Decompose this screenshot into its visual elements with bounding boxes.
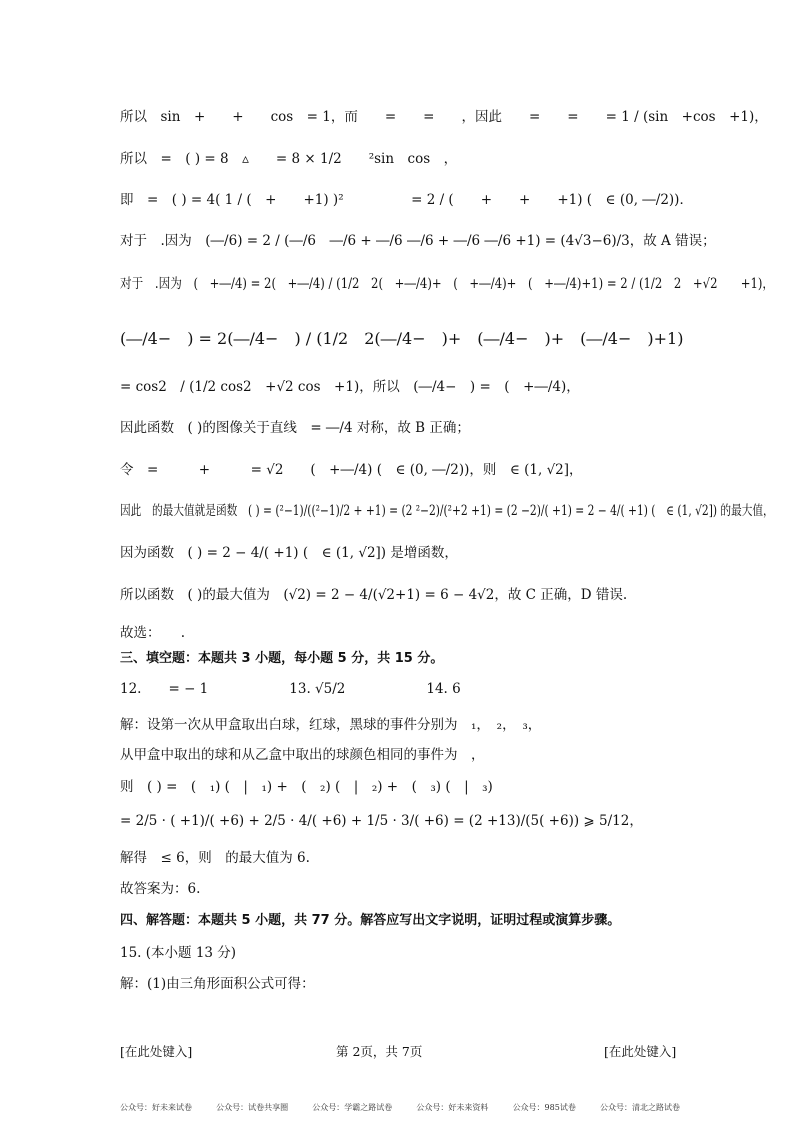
page-number: 第 2页，共 7页 (336, 1044, 423, 1059)
footer-right: [在此处键入] (604, 1044, 677, 1059)
ad-text: 公众号：985试卷 (512, 1103, 576, 1112)
solution-line: 令 = + = √2 ( +―/4) ( ∈ (0, ―/2))，则 ∈ (1, √2]， (120, 462, 583, 478)
solution-line: 对于 .因为 (―/6) = 2 / (―/6 ―/6 + ―/6 ―/6 + ―/6 ―/6 +1) = (4√3−6)/3，故 A 错误； (120, 233, 716, 249)
solution-line: 即 = ( ) = 4( 1 / ( + +1) )² = 2 / ( + + +1) ( ∈ (0, ―/2))． (120, 192, 693, 208)
footer-left: [在此处键入] (120, 1044, 193, 1059)
solution-line: 所以 = ( ) = 8 ▵ = 8 × 1/2 ²sin cos ， (120, 151, 458, 167)
solution-line: = 2/5 · ( +1)/( +6) + 2/5 · 4/( +6) + 1/5 · 3/( +6) = (2 +13)/(5( +6)) ⩾ 5/12， (120, 813, 643, 829)
ad-text: 公众号：清北之路试卷 (599, 1103, 680, 1112)
solution-line: 解：(1)由三角形面积公式可得： (120, 976, 315, 992)
solution-line: 解：设第一次从甲盒取出白球，红球，黑球的事件分别为 ₁， ₂， ₃， (120, 717, 542, 733)
solution-line: = cos2 / (1/2 cos2 +√2 cos +1)，所以 (―/4− ) = ( +―/4)， (120, 379, 580, 395)
solution-line: 所以 sin + + cos = 1，而 = = ，因此 = = = 1 / (sin +cos +1)， (120, 109, 768, 125)
solution-line: 故答案为：6. (120, 881, 201, 897)
solution-line: 对于 .因为 ( +―/4) = 2( +―/4) / (1/2 2( +―/4)+ ( +―/4)+ ( +―/4)+1) = 2 / (1/2 2 +√2 +1)， (120, 276, 775, 292)
solution-line: 从甲盒中取出的球和从乙盒中取出的球颜色相同的事件为 ， (120, 747, 485, 763)
solution-line: 所以函数 ( )的最大值为 (√2) = 2 − 4/(√2+1) = 6 − 4√2，故 C 正确，D 错误. (120, 587, 628, 603)
solution-line: (―/4− ) = 2(―/4− ) / (1/2 2(―/4− )+ (―/4− )+ (―/4− )+1) (120, 329, 684, 348)
solution-line: 解得 ≤ 6，则 的最大值为 6. (120, 850, 310, 866)
ad-text: 公众号：试卷共享圈 (216, 1103, 289, 1112)
section-heading: 四、解答题：本题共 5 小题，共 77 分。解答应写出文字说明，证明过程或演算步骤。 (120, 913, 621, 928)
ad-text: 公众号：好未来试卷 (120, 1103, 192, 1112)
footer-ads (120, 1102, 680, 1113)
solution-line: 因此函数 ( )的图像关于直线 = ―/4 对称，故 B 正确； (120, 420, 470, 436)
solution-line: 因为函数 ( ) = 2 − 4/( +1) ( ∈ (1, √2]) 是增函数， (120, 545, 458, 561)
section-heading: 三、填空题：本题共 3 小题，每小题 5 分，共 15 分。 (120, 651, 444, 666)
solution-line: 因此 的最大值就是函数 ( ) = (²−1)/((²−1)/2 + +1) = (2 ²−2)/(²+2 +1) = (2 −2)/( +1) = 2 − 4/( +1) ( ∈ (1, √2]) 的最大值， (120, 503, 774, 519)
ad-text: 公众号：好未来资料 (416, 1103, 489, 1112)
solution-line: 则 ( ) = ( ₁) ( | ₁) + ( ₂) ( | ₂) + ( ₃) ( | ₃) (120, 779, 493, 795)
problem-heading: 15. (本小题 13 分) (120, 945, 237, 961)
ad-text: 公众号：学霸之路试卷 (312, 1103, 393, 1112)
answer-line: 12. = − 1 13. √5/2 14. 6 (120, 681, 461, 697)
solution-line: 故选： . (120, 625, 186, 641)
